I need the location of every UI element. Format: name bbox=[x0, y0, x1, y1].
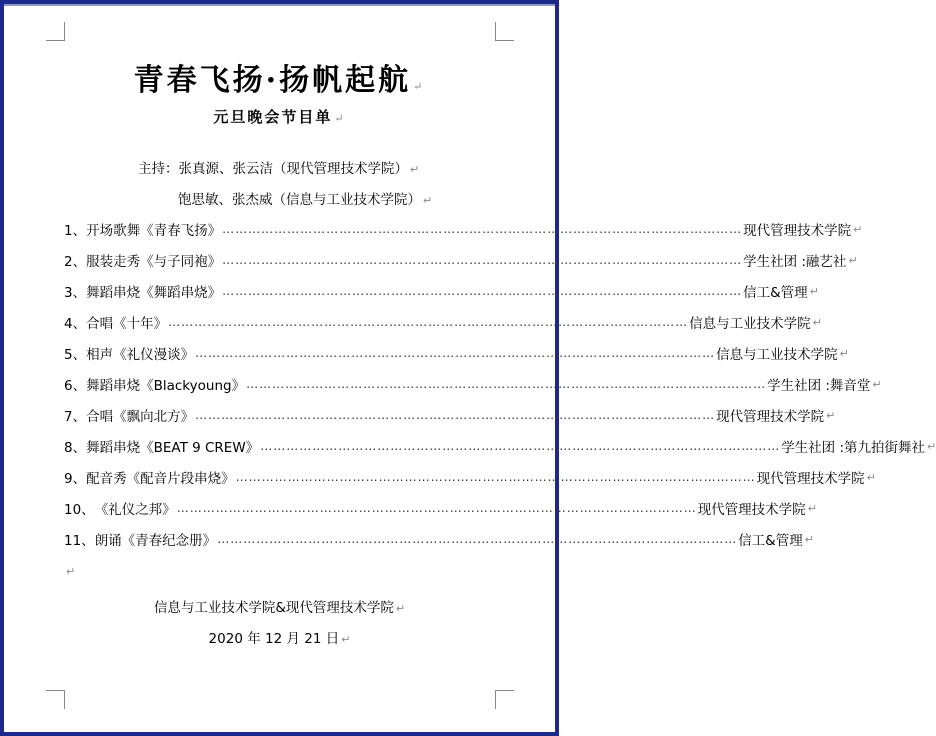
margin-corner-top-left bbox=[46, 22, 65, 41]
program-number: 3、 bbox=[64, 285, 87, 301]
program-organizer: 现代管理技术学院 bbox=[697, 502, 806, 518]
paragraph-mark: ↵ bbox=[839, 346, 849, 360]
program-organizer: 现代管理技术学院 bbox=[716, 409, 825, 425]
program-number: 9、 bbox=[64, 471, 87, 487]
program-name: 舞蹈串烧《舞蹈串烧》 bbox=[86, 285, 222, 301]
program-name: 《礼仪之邦》 bbox=[94, 502, 176, 518]
paragraph-mark: ↵ bbox=[812, 315, 822, 329]
program-name: 朗诵《青春纪念册》 bbox=[94, 533, 217, 549]
program-name: 合唱《飘向北方》 bbox=[86, 409, 195, 425]
program-item[interactable] bbox=[64, 374, 882, 394]
leader-dots: ………………………………………………………………………………………………………… bbox=[260, 439, 781, 453]
document-subtitle[interactable] bbox=[0, 106, 559, 127]
program-organizer: 学生社团 :舞音堂 bbox=[767, 378, 871, 394]
program-organizer: 信息与工业技术学院 bbox=[689, 316, 811, 332]
paragraph-mark: ↵ bbox=[807, 501, 817, 515]
program-organizer: 信工&管理 bbox=[738, 533, 803, 549]
leader-dots: ………………………………………………………………………………………………………… bbox=[176, 501, 697, 515]
leader-dots: ………………………………………………………………………………………………………… bbox=[195, 408, 716, 422]
program-organizer: 现代管理技术学院 bbox=[743, 223, 852, 239]
leader-dots: ………………………………………………………………………………………………………… bbox=[195, 346, 716, 360]
empty-paragraph-mark[interactable]: ↵ bbox=[66, 565, 76, 578]
leader-dots: ………………………………………………………………………………………………………… bbox=[217, 532, 738, 546]
paragraph-mark: ↵ bbox=[341, 633, 351, 646]
program-organizer: 学生社团 :第九拍街舞社 bbox=[781, 440, 926, 456]
hosts-line-2-text: 饱思敏、张杰威（信息与工业技术学院） bbox=[178, 192, 421, 208]
paragraph-mark: ↵ bbox=[413, 80, 426, 93]
hosts-line-1-text: 主持：张真源、张云洁（现代管理技术学院） bbox=[138, 161, 408, 177]
paragraph-mark: ↵ bbox=[809, 284, 819, 298]
footer-organizers-text: 信息与工业技术学院&现代管理技术学院 bbox=[153, 600, 394, 616]
program-number: 2、 bbox=[64, 254, 87, 270]
paragraph-mark: ↵ bbox=[395, 602, 406, 615]
paragraph-mark: ↵ bbox=[927, 439, 936, 453]
leader-dots: ………………………………………………………………………………………………………… bbox=[246, 377, 767, 391]
program-name: 服装走秀《与子同袍》 bbox=[86, 254, 222, 270]
paragraph-mark: ↵ bbox=[423, 194, 433, 207]
program-item[interactable] bbox=[64, 312, 822, 332]
program-number: 7、 bbox=[64, 409, 87, 425]
program-item[interactable] bbox=[64, 219, 863, 239]
program-number: 5、 bbox=[64, 347, 87, 363]
subtitle-text: 元旦晚会节目单 bbox=[213, 108, 333, 126]
program-item[interactable] bbox=[64, 529, 814, 549]
leader-dots: ………………………………………………………………………………………………………… bbox=[222, 284, 743, 298]
footer-date-text: 2020 年 12 月 21 日 bbox=[208, 631, 340, 647]
margin-corner-bottom-right bbox=[495, 690, 514, 709]
paragraph-mark: ↵ bbox=[872, 377, 882, 391]
program-item[interactable] bbox=[64, 281, 819, 301]
margin-corner-bottom-left bbox=[46, 690, 65, 709]
program-item[interactable] bbox=[64, 436, 936, 456]
hosts-line-1[interactable] bbox=[138, 157, 419, 177]
footer-date[interactable] bbox=[0, 627, 559, 647]
program-number: 10、 bbox=[64, 502, 95, 518]
paragraph-mark: ↵ bbox=[334, 112, 346, 125]
program-number: 4、 bbox=[64, 316, 87, 332]
paragraph-mark: ↵ bbox=[826, 408, 836, 422]
margin-corner-top-right bbox=[495, 22, 514, 41]
leader-dots: ………………………………………………………………………………………………………… bbox=[222, 253, 743, 267]
program-number: 6、 bbox=[64, 378, 87, 394]
paragraph-mark: ↵ bbox=[804, 532, 814, 546]
program-organizer: 现代管理技术学院 bbox=[756, 471, 865, 487]
page-border-top-edge bbox=[4, 4, 555, 6]
paragraph-mark: ↵ bbox=[848, 253, 858, 267]
program-item[interactable] bbox=[64, 405, 836, 425]
program-name: 相声《礼仪漫谈》 bbox=[86, 347, 195, 363]
paragraph-mark: ↵ bbox=[853, 222, 863, 236]
program-name: 配音秀《配音片段串烧》 bbox=[86, 471, 235, 487]
title-text: 青春飞扬·扬帆起航 bbox=[133, 63, 412, 98]
leader-dots: ………………………………………………………………………………………………………… bbox=[168, 315, 689, 329]
program-item[interactable] bbox=[64, 343, 849, 363]
program-name: 舞蹈串烧《BEAT 9 CREW》 bbox=[86, 440, 260, 456]
paragraph-mark: ↵ bbox=[866, 470, 876, 484]
program-organizer: 信息与工业技术学院 bbox=[716, 347, 838, 363]
footer-organizers[interactable] bbox=[0, 596, 559, 616]
program-number: 1、 bbox=[64, 223, 87, 239]
leader-dots: ………………………………………………………………………………………………………… bbox=[235, 470, 756, 484]
program-number: 11、 bbox=[64, 533, 95, 549]
program-item[interactable] bbox=[64, 250, 858, 270]
hosts-line-2[interactable] bbox=[178, 188, 432, 208]
program-item[interactable] bbox=[64, 467, 876, 487]
program-item[interactable] bbox=[64, 498, 817, 518]
paragraph-mark: ↵ bbox=[410, 163, 420, 176]
document-title[interactable] bbox=[0, 55, 559, 99]
program-name: 合唱《十年》 bbox=[86, 316, 168, 332]
program-number: 8、 bbox=[64, 440, 87, 456]
program-organizer: 学生社团 :融艺社 bbox=[743, 254, 847, 270]
program-organizer: 信工&管理 bbox=[743, 285, 808, 301]
leader-dots: ………………………………………………………………………………………………………… bbox=[222, 222, 743, 236]
program-name: 舞蹈串烧《Blackyoung》 bbox=[86, 378, 246, 394]
program-name: 开场歌舞《青春飞扬》 bbox=[86, 223, 222, 239]
